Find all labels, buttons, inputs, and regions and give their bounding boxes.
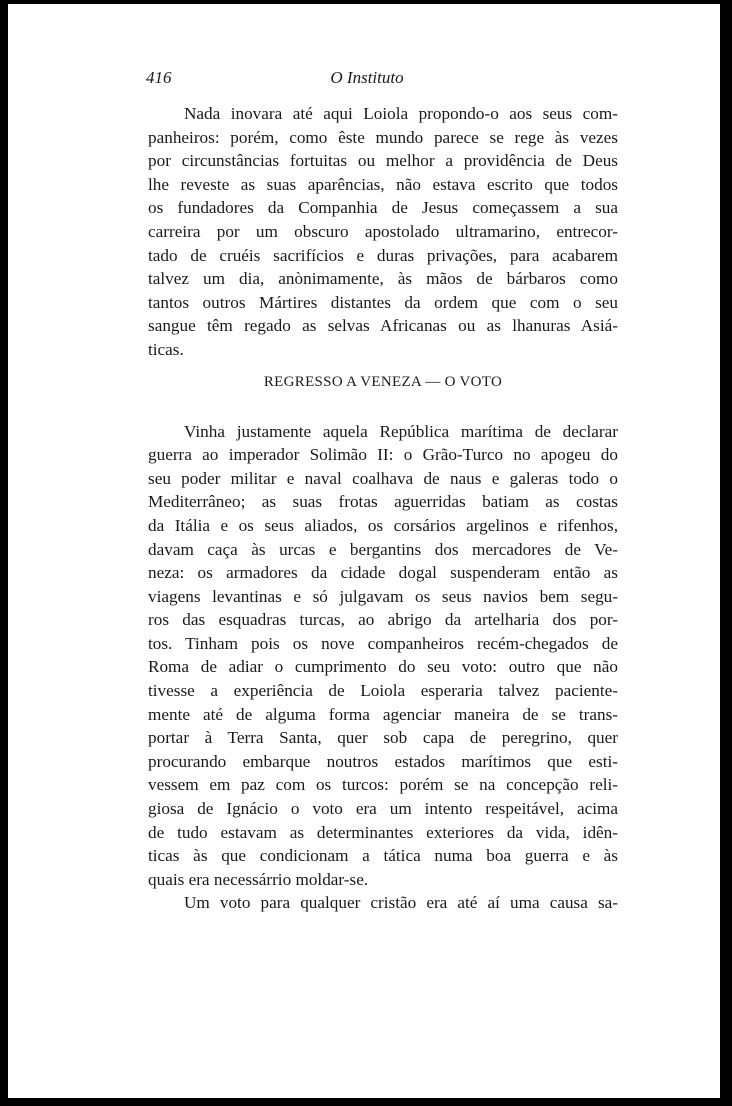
text-line: tantos outros Mártires distantes da ordem que com o seu: [148, 292, 618, 312]
text-line: Nada inovara até aqui Loiola propondo-o aos seus com-: [184, 104, 618, 123]
body-text: [148, 102, 618, 915]
text-line: Roma de adiar o cumprimento do seu voto: outro que não: [148, 657, 618, 677]
text-line: portar à Terra Santa, quer sob capa de peregrino, quer: [148, 728, 618, 748]
spacer: [148, 402, 618, 420]
text-line: de tudo estavam as determinantes exteriores da vida, idên-: [148, 822, 618, 842]
text-line: seu poder militar e naval coalhava de naus e galeras todo o: [148, 468, 618, 488]
text-line: viagens levantinas e só julgavam os seus navios bem segu-: [148, 586, 618, 606]
running-title: O Instituto: [330, 68, 404, 87]
text-line: os fundadores da Companhia de Jesus começassem a sua: [148, 198, 618, 218]
text-line: guerra ao imperador Solimão II: o Grão-Turco no apogeu do: [148, 445, 618, 465]
text-line: Um voto para qualquer cristão era até aí uma causa sa-: [184, 893, 618, 913]
text-line: neza: os armadores da cidade dogal suspenderam então as: [148, 563, 618, 583]
text-line: tivesse a experiência de Loiola esperaria talvez paciente-: [148, 681, 618, 701]
paragraph: [148, 420, 618, 892]
section-title: REGRESSO A VENEZA — O VOTO: [263, 373, 503, 390]
text-line: Vinha justamente aquela República marítima de declarar: [184, 421, 618, 441]
text-line: tado de cruéis sacrifícios e duras privações, para acabarem: [148, 245, 618, 265]
paragraph: [148, 891, 618, 915]
text-line: sangue têm regado as selvas Africanas ou as lhanuras Asiá-: [148, 316, 618, 336]
text-line: tos. Tinham pois os nove companheiros recém-chegados de: [148, 633, 618, 653]
text-line: talvez um dia, anònimamente, às mãos de bárbaros como: [148, 269, 618, 289]
text-line: davam caça às urcas e bergantins dos mercadores de Ve-: [148, 539, 618, 559]
text-line: vessem em paz com os turcos: porém se na concepção reli-: [148, 775, 618, 795]
book-page: [8, 4, 720, 1098]
page-number: 416: [146, 68, 172, 87]
text-line: giosa de Ignácio o voto era um intento respeitável, acima: [148, 799, 618, 819]
text-line: procurando embarque noutros estados marítimos que esti-: [148, 751, 618, 771]
text-line: Mediterrâneo; as suas frotas aguerridas batiam as costas: [148, 492, 618, 512]
text-line: da Itália e os seus aliados, os corsários argelinos e rifenhos,: [148, 515, 618, 535]
page-header: [146, 68, 588, 92]
text-line: quais era necessárrio moldar-se.: [148, 869, 369, 889]
paragraph: [148, 102, 618, 362]
text-line: por circunstâncias fortuitas ou melhor a providência de Deus: [148, 151, 618, 171]
text-line: mente até de alguma forma agenciar maneira de se trans-: [148, 704, 618, 724]
text-line: ros das esquadras turcas, ao abrigo da artelharia dos por-: [148, 610, 618, 630]
text-line: ticas às que condicionam a tática numa boa guerra e às: [148, 846, 618, 866]
text-line: panheiros: porém, como êste mundo parece se rege às vezes: [148, 127, 618, 147]
text-line: ticas.: [148, 339, 184, 359]
text-line: lhe reveste as suas aparências, não estava escrito que todos: [148, 174, 618, 194]
text-line: carreira por um obscuro apostolado ultramarino, entrecor-: [148, 221, 618, 241]
